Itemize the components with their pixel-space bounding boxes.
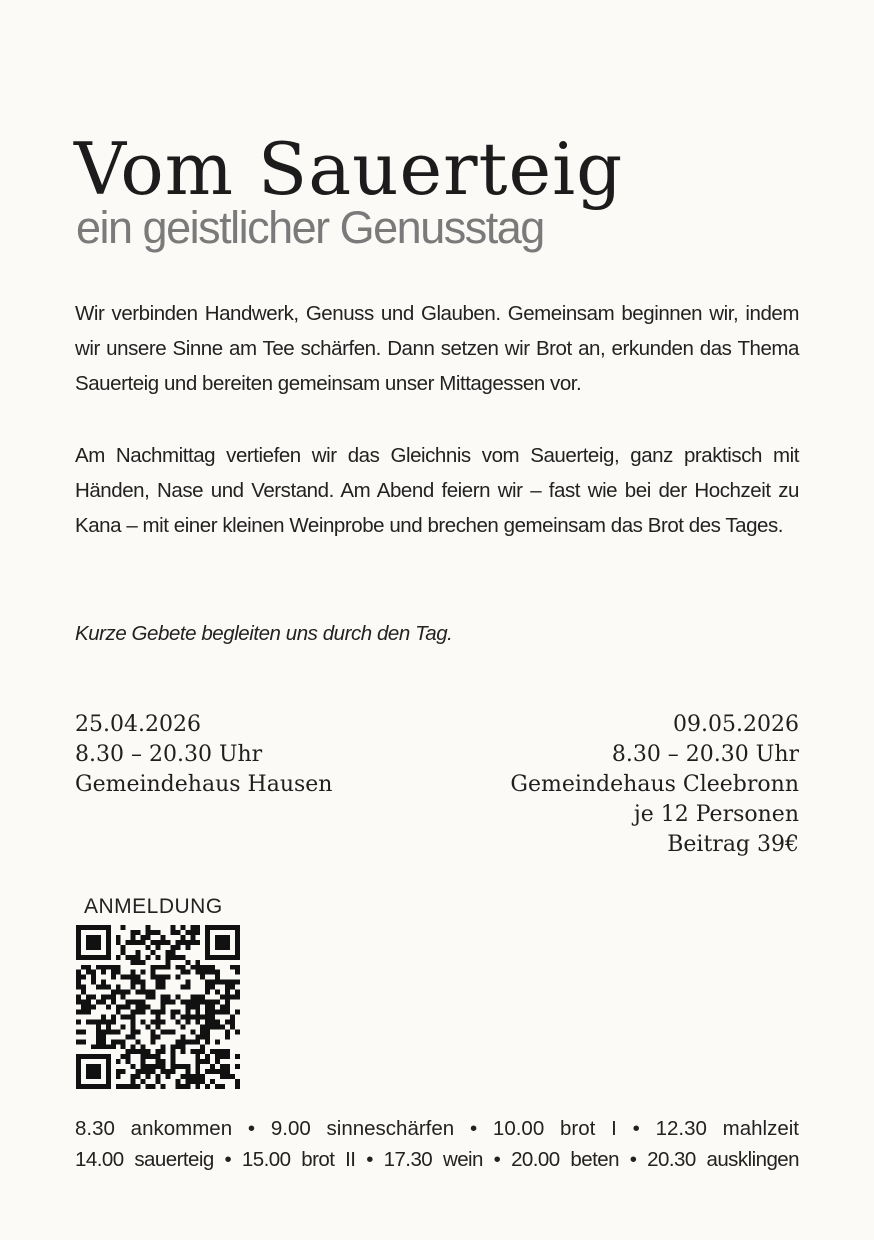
event-fee: Beitrag 39€ — [667, 832, 799, 857]
schedule-line-2: 14.00 sauerteig • 15.00 brot II • 17.30 wein • 20.00 beten • 20.30 ausklingen — [75, 1148, 799, 1171]
event-time: 8.30 – 20.30 Uhr — [75, 742, 263, 767]
schedule-line-1: 8.30 ankommen • 9.00 sinneschärfen • 10.00 brot I • 12.30 mahlzeit — [75, 1117, 799, 1140]
event-cleebronn — [510, 710, 799, 860]
event-capacity: je 12 Personen — [633, 802, 799, 827]
event-time: 8.30 – 20.30 Uhr — [611, 742, 799, 767]
event-hausen — [75, 710, 332, 800]
registration-label: ANMELDUNG — [84, 895, 223, 918]
event-location: Gemeindehaus Cleebronn — [510, 772, 799, 797]
page-title: Vom Sauerteig — [74, 127, 624, 211]
prayer-note: Kurze Gebete begleiten uns durch den Tag. — [75, 622, 453, 645]
qr-code-icon[interactable] — [76, 925, 240, 1089]
intro-paragraph: Wir verbinden Handwerk, Genuss und Glauben. Gemeinsam beginnen wir, indem wir unsere Sinne am Tee schärfen. Dann setzen wir Brot an, erkunden das Thema Sauerteig und bereiten gemeinsam unser Mittagessen vor. — [75, 302, 799, 395]
event-date: 09.05.2026 — [673, 712, 799, 737]
event-location: Gemeindehaus Hausen — [75, 772, 333, 797]
event-date: 25.04.2026 — [75, 712, 201, 737]
afternoon-paragraph: Am Nachmittag vertiefen wir das Gleichnis vom Sauerteig, ganz praktisch mit Händen, Nase und Verstand. Am Abend feiern wir – fast wie bei der Hochzeit zu Kana – mit einer kleinen Weinprobe und brechen gemeinsam das Brot des Tages. — [75, 444, 799, 537]
page-subtitle: ein geistlicher Genusstag — [76, 202, 544, 253]
